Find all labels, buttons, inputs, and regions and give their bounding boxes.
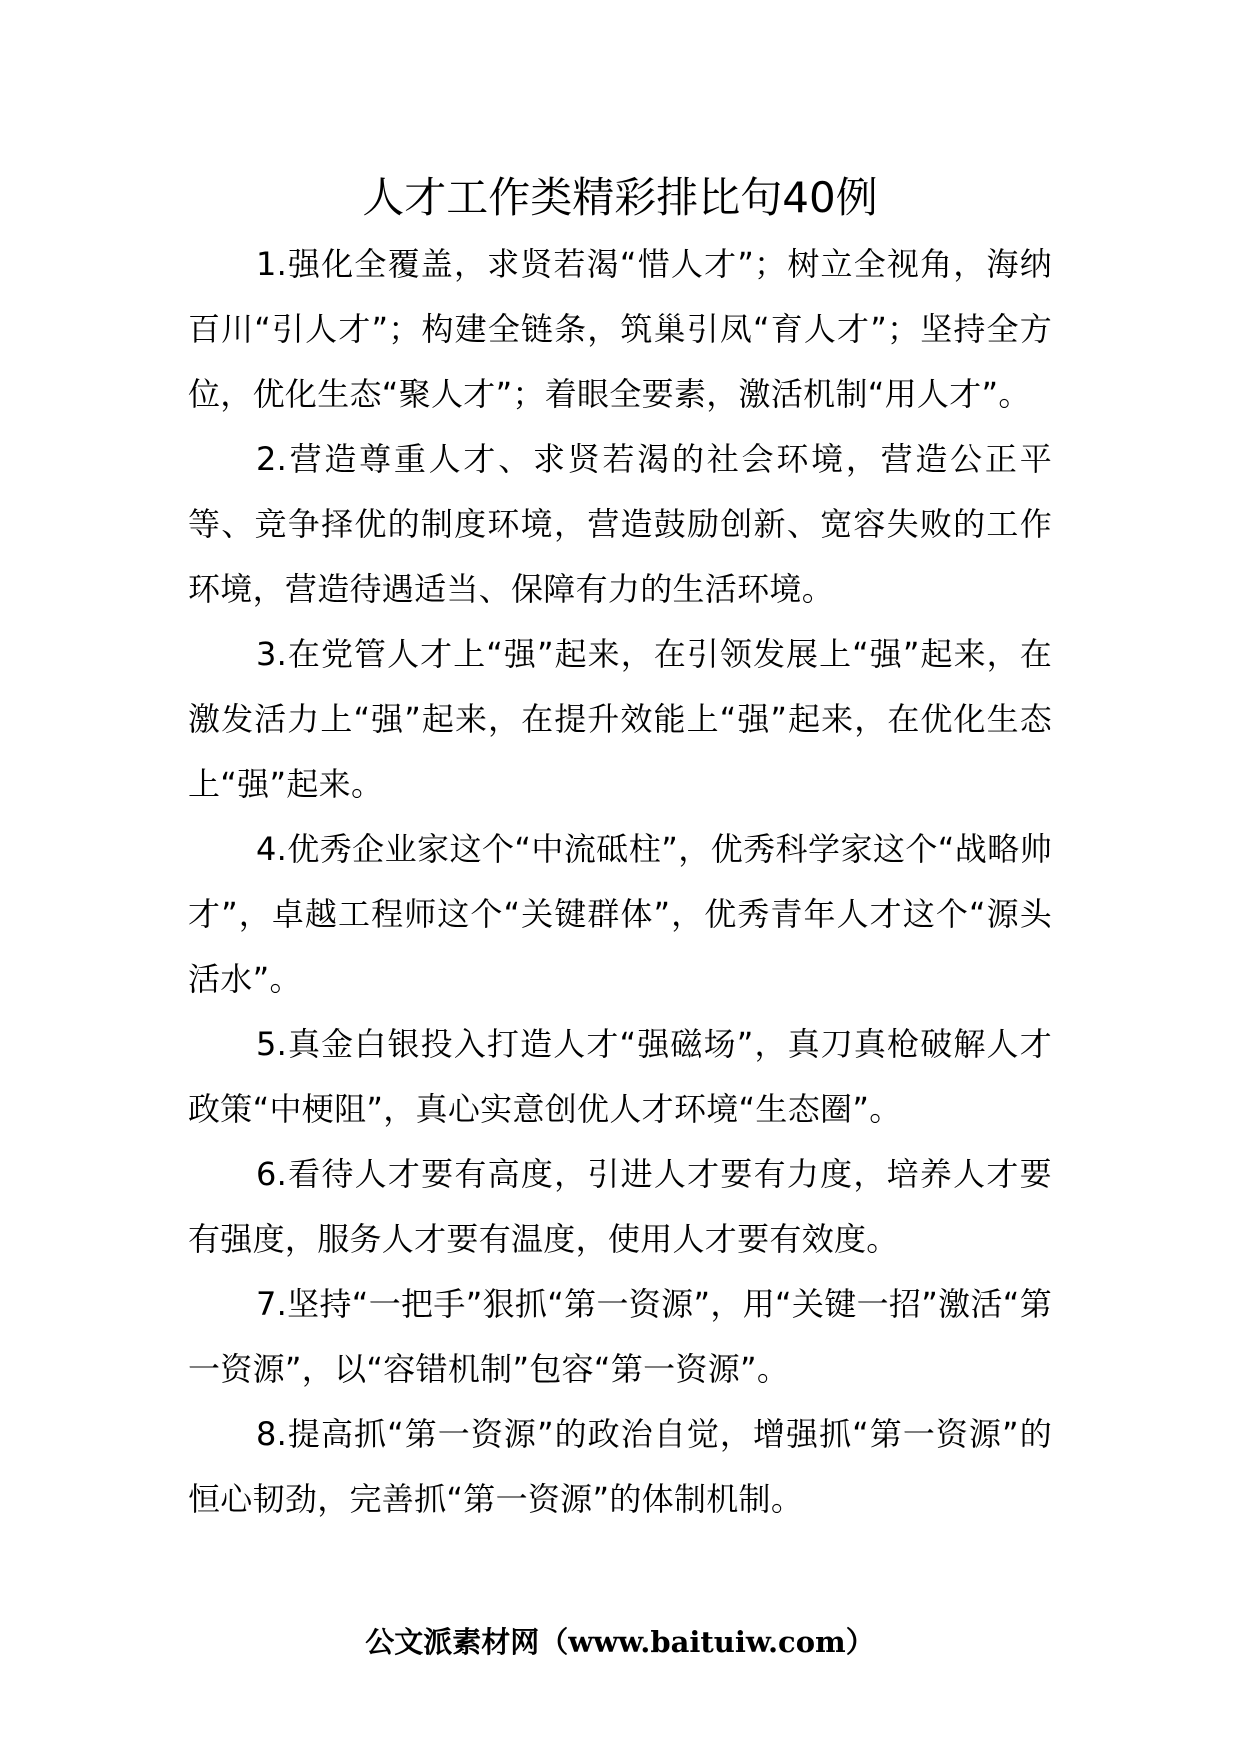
paragraph-3: 3.在党管人才上“强”起来，在引领发展上“强”起来，在激发活力上“强”起来，在提升效能上“强”起来，在优化生态上“强”起来。 [188,635,1052,803]
footer-watermark: 公文派素材网（www.baituiw.com） [365,1625,875,1659]
document-body [188,232,1052,1532]
document-title: 人才工作类精彩排比句40例 [362,173,878,222]
paragraph-8: 8.提高抓“第一资源”的政治自觉，增强抓“第一资源”的恒心韧劲，完善抓“第一资源”的体制机制。 [188,1415,1052,1518]
paragraph-4: 4.优秀企业家这个“中流砥柱”，优秀科学家这个“战略帅才”，卓越工程师这个“关键群体”，优秀青年人才这个“源头活水”。 [188,830,1052,998]
paragraph-5: 5.真金白银投入打造人才“强磁场”，真刀真枪破解人才政策“中梗阻”，真心实意创优人才环境“生态圈”。 [188,1025,1052,1128]
paragraph-6: 6.看待人才要有高度，引进人才要有力度，培养人才要有强度，服务人才要有温度，使用人才要有效度。 [188,1155,1052,1258]
paragraph-7: 7.坚持“一把手”狠抓“第一资源”，用“关键一招”激活“第一资源”，以“容错机制”包容“第一资源”。 [188,1285,1052,1388]
paragraph-2: 2.营造尊重人才、求贤若渴的社会环境，营造公正平等、竞争择优的制度环境，营造鼓励创新、宽容失败的工作环境，营造待遇适当、保障有力的生活环境。 [188,440,1052,608]
paragraph-1: 1.强化全覆盖，求贤若渴“惜人才”；树立全视角，海纳百川“引人才”；构建全链条，筑巢引凤“育人才”；坚持全方位，优化生态“聚人才”；着眼全要素，激活机制“用人才”。 [188,245,1052,413]
